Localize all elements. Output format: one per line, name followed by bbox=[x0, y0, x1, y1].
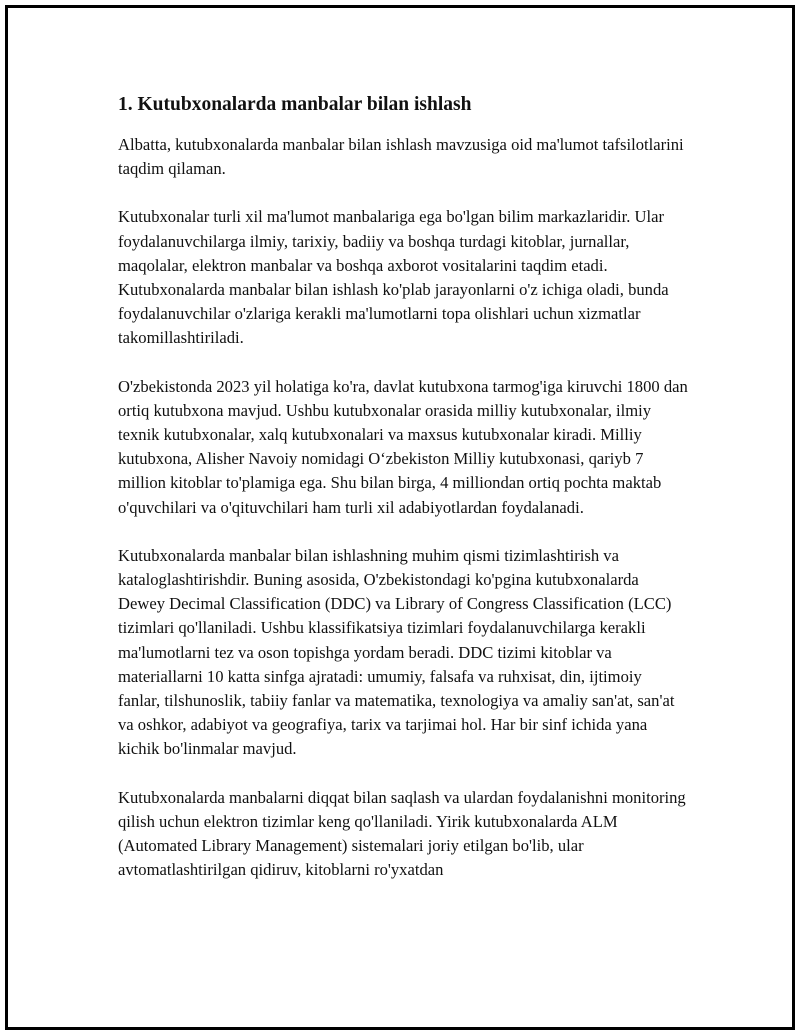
paragraph-classification: Kutubxonalarda manbalar bilan ishlashning muhim qismi tizimlashtirish va kataloglashtirishdir. Buning asosida, O'zbekistondagi ko'pgina kutubxonalarda Dewey Decimal Classification (DDC) va Library of Congress Classification (LCC) tizimlari qo'llaniladi. Ushbu klassifikatsiya tizimlari foydalanuvchilarga kerakli ma'lumotlarni tez va oson topishga yordam beradi. DDC tizimi kitoblar va materiallarni 10 katta sinfga ajratadi: umumiy, falsafa va ruhxisat, din, ijtimoiy fanlar, tilshunoslik, tabiiy fanlar va matematika, texnologiya va amaliy san'at, san'at va oshkor, adabiyot va geografiya, tarix va tarjimai hol. Har bir sinf ichida yana kichik bo'linmalar mavjud. bbox=[118, 545, 675, 759]
paragraph-intro: Albatta, kutubxonalarda manbalar bilan ishlash mavzusiga oid ma'lumot tafsilotlarini taqdim qilaman. bbox=[118, 135, 684, 179]
paragraph-uzbekistan-statistics: O'zbekistonda 2023 yil holatiga ko'ra, davlat kutubxona tarmog'iga kiruvchi 1800 dan ortiq kutubxona mavjud. Ushbu kutubxonalar orasida milliy kutubxonalar, ilmiy texnik kutubxonalar, xalq kutubxonalari va maxsus kutubxonalar kiradi. Milliy kutubxona, Alisher Navoiy nomidagi O‘zbekiston Milliy kutubxonasi, qariyb 7 million kitoblar to'plamiga ega. Shu bilan birga, 4 milliondan ortiq pochta maktab o'quvchilari va o'qituvchilari ham turli xil adabiyotlardan foydalanadi. bbox=[118, 376, 688, 517]
section-heading: 1. Kutubxonalarda manbalar bilan ishlash bbox=[118, 94, 472, 115]
document-body bbox=[118, 92, 688, 906]
paragraph-libraries-overview: Kutubxonalar turli xil ma'lumot manbalariga ega bo'lgan bilim markazlaridir. Ular foydalanuvchilarga ilmiy, tarixiy, badiiy va boshqa turdagi kitoblar, jurnallar, maqolalar, elektron manbalar va boshqa axborot vositalarini taqdim etadi. Kutubxonalarda manbalar bilan ishlash ko'plab jarayonlarni o'z ichiga oladi, bunda foydalanuvchilar o'zlariga kerakli ma'lumotlarni topa olishlari uchun xizmatlar takomillashtiriladi. bbox=[118, 207, 669, 348]
paragraph-electronic-systems: Kutubxonalarda manbalarni diqqat bilan saqlash va ulardan foydalanishni monitoring qilish uchun elektron tizimlar keng qo'llaniladi. Yirik kutubxonalarda ALM (Automated Library Management) sistemalari joriy etilgan bo'lib, ular avtomatlashtirilgan qidiruv, kitoblarni ro'yxatdan bbox=[118, 787, 686, 880]
